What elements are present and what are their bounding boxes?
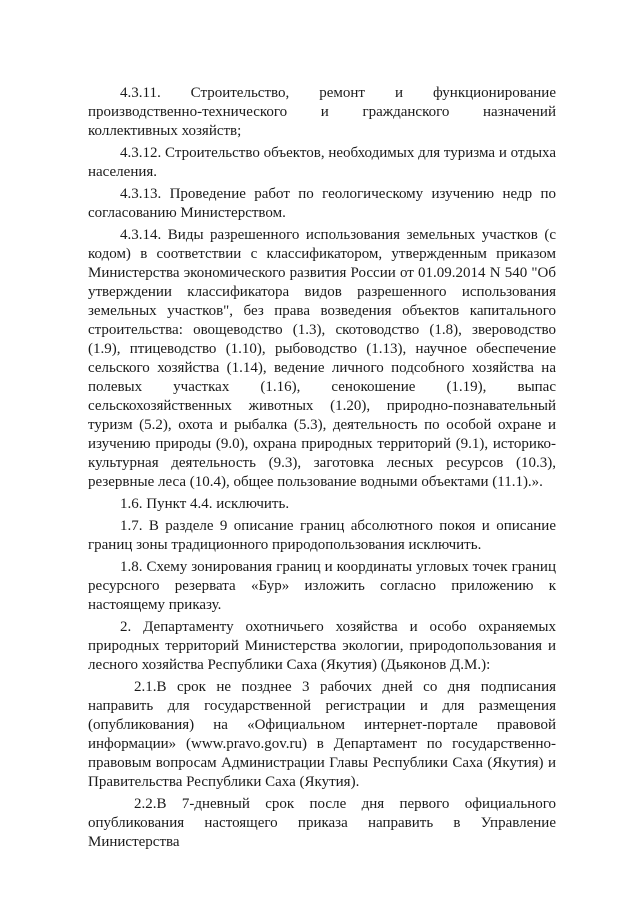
paragraph-4-3-11: 4.3.11. Строительство, ремонт и функционирование производственно-технического и гражданского назначений коллективных хозяйств; [88,85,556,139]
document-body [88,84,556,855]
paragraph-2-1: 2.1.В срок не позднее 3 рабочих дней со дня подписания направить для государственной регистрации и для размещения (опубликования) на «Официальном интернет-портале правовой информации» (www.pravo.gov.ru) в Департамент по государственно-правовым вопросам Администрации Главы Республики Саха (Якутия) и Правительства Республики Саха (Якутия). [88,679,556,790]
paragraph-4-3-12: 4.3.12. Строительство объектов, необходимых для туризма и отдыха населения. [88,145,556,180]
paragraph-1-6: 1.6. Пункт 4.4. исключить. [120,496,290,512]
paragraph-4-3-14: 4.3.14. Виды разрешенного использования земельных участков (с кодом) в соответствии с классификатором, утвержденным приказом Министерства экономического развития России от 01.09.2014 N 540 "Об утверждении классификатора видов разрешенного использования земельных участков", без права возведения объектов капитального строительства: овощеводство (1.3), скотоводство (1.8), звероводство (1.9), птицеводство (1.10), рыбоводство (1.13), научное обеспечение сельского хозяйства (1.14), ведение личного подсобного хозяйства на полевых участках (1.16), сенокошение (1.19), выпас сельскохозяйственных животных (1.20), природно-познавательный туризм (5.2), охота и рыбалка (5.3), деятельность по особой охране и изучению природы (9.0), охрана природных территорий (9.1), историко-культурная деятельность (9.3), заготовка лесных ресурсов (10.3), резервные леса (10.4), общее пользование водными объектами (11.1).». [88,227,556,490]
paragraph-4-3-13: 4.3.13. Проведение работ по геологическому изучению недр по согласованию Министерством. [88,186,556,221]
paragraph-1-7: 1.7. В разделе 9 описание границ абсолютного покоя и описание границ зоны традиционного природопользования исключить. [88,518,556,553]
paragraph-2: 2. Департаменту охотничьего хозяйства и особо охраняемых природных территорий Министерства экологии, природопользования и лесного хозяйства Республики Саха (Якутия) (Дьяконов Д.М.): [88,619,556,673]
paragraph-2-2: 2.2.В 7-дневный срок после дня первого официального опубликования настоящего приказа направить в Управление Министерства [88,796,556,850]
paragraph-1-8: 1.8. Схему зонирования границ и координаты угловых точек границ ресурсного резервата «Бур» изложить согласно приложению к настоящему приказу. [88,559,556,613]
